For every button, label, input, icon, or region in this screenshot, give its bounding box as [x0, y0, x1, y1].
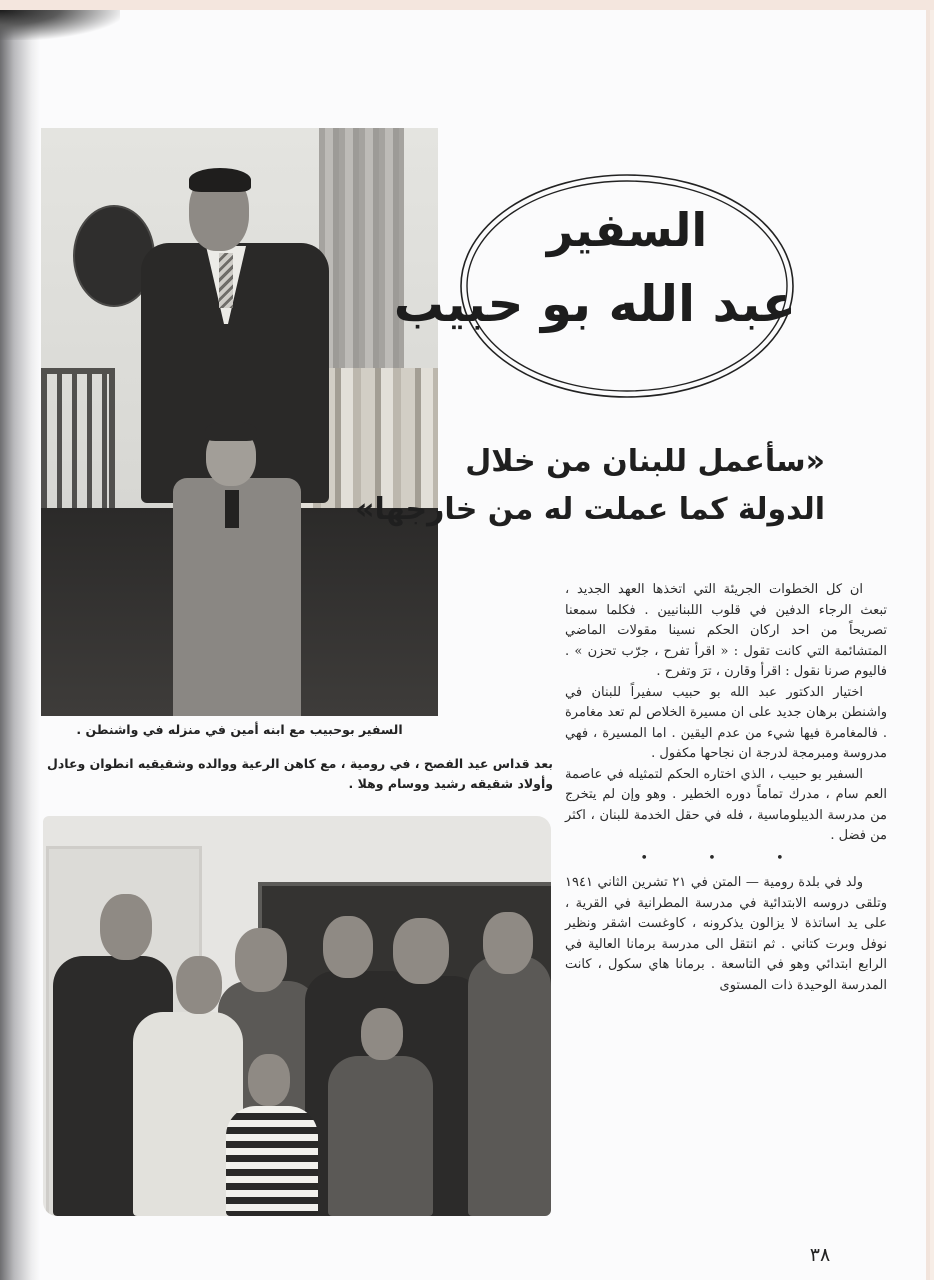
photo-man-tie — [219, 253, 233, 308]
body-paragraph: اختيار الدكتور عبد الله بو حبيب سفيراً للبنان في واشنطن برهان جديد على ان مسيرة الخلاص لم تعد مغامرة . فالمغامرة فيها شيء من عدم اليقين . اما المسيرة ، فهي مدروسة ومبرمجة لدرجة ان نجاحها مكفول . — [565, 684, 887, 761]
title-name: عبد الله بو حبيب — [393, 275, 796, 333]
photo-boy-hair — [205, 421, 257, 441]
photo-person — [468, 956, 551, 1216]
photo-man-hair — [189, 168, 251, 192]
magazine-page — [0, 10, 930, 1280]
pull-quote-line: الدولة كما عملت له من خارجها» — [355, 492, 825, 527]
title-role: السفير — [546, 203, 708, 257]
photo-ambassador-with-son — [41, 128, 438, 716]
photo-person-head — [248, 1054, 290, 1106]
photo-child-striped — [226, 1106, 318, 1216]
photo-family-group — [43, 816, 551, 1216]
photo-person-head — [393, 918, 449, 984]
photo-person-head — [483, 912, 533, 974]
binding-shadow — [0, 10, 40, 1280]
body-paragraph: ولد في بلدة رومية — المتن في ٢١ تشرين الثاني ١٩٤١ وتلقى دروسه الابتدائية في مدرسة المطرانية في القرية ، على يد اساتذة لا يزالون يذكرونه ، كاوغست اشقر ونظير نوفل وبرت كتاني . ثم انتقل الى مدرسة برمانا العالية في الرابع ابتدائي وهو في التاسعة . برمانا هاي سكول ، كانت المدرسة الوحيدة ذات المستوى — [565, 875, 887, 993]
pull-quote — [355, 438, 825, 534]
title-badge — [393, 172, 796, 400]
photo-curtain — [319, 128, 404, 368]
photo-boy-tie — [225, 490, 239, 528]
photo-caption-top: السفير بوحبيب مع ابنه أمين في منزله في واشنطن . — [76, 722, 403, 737]
scan-background — [0, 0, 934, 10]
corner-shadow — [0, 10, 120, 40]
page-number: ٣٨ — [809, 1244, 831, 1266]
body-paragraph: السفير بو حبيب ، الذي اختاره الحكم لتمثيله في عاصمة العم سام ، مدرك تماماً دوره الخطير . وهو وإن لم يتخرج من مدرسة الديبلوماسية ، فله في حقل الخدمة للبنان ، اكثر من فضل . — [565, 766, 887, 843]
pull-quote-line: «سأعمل للبنان من خلال — [465, 444, 825, 479]
photo-child — [328, 1056, 433, 1216]
body-paragraph: ان كل الخطوات الجريئة التي اتخذها العهد الجديد ، تبعث الرجاء الدفين في قلوب اللبنانيين . فكلما سمعنا تصريحاً من احد اركان الحكم نسينا مقولات الماضي المتشائمة التي كانت تقول : « اقرأ تفرح ، جرّب تحزن » . فاليوم صرنا نقول : اقرأ وقارن ، ترَ وتفرح . — [565, 582, 887, 679]
photo-person-head — [235, 928, 287, 992]
page-edge — [926, 10, 930, 1280]
photo-person-head — [100, 894, 152, 960]
photo-person-head — [176, 956, 222, 1014]
section-separator: • • • — [640, 850, 812, 866]
photo-person-head — [323, 916, 373, 978]
photo-person-head — [361, 1008, 403, 1060]
photo-caption-bottom: بعد قداس عيد الفصح ، في رومية ، مع كاهن الرعية ووالده وشقيقيه انطوان وعادل وأولاد شقيقه رشيد ووسام وهلا . — [46, 756, 553, 791]
article-body — [565, 580, 887, 1220]
